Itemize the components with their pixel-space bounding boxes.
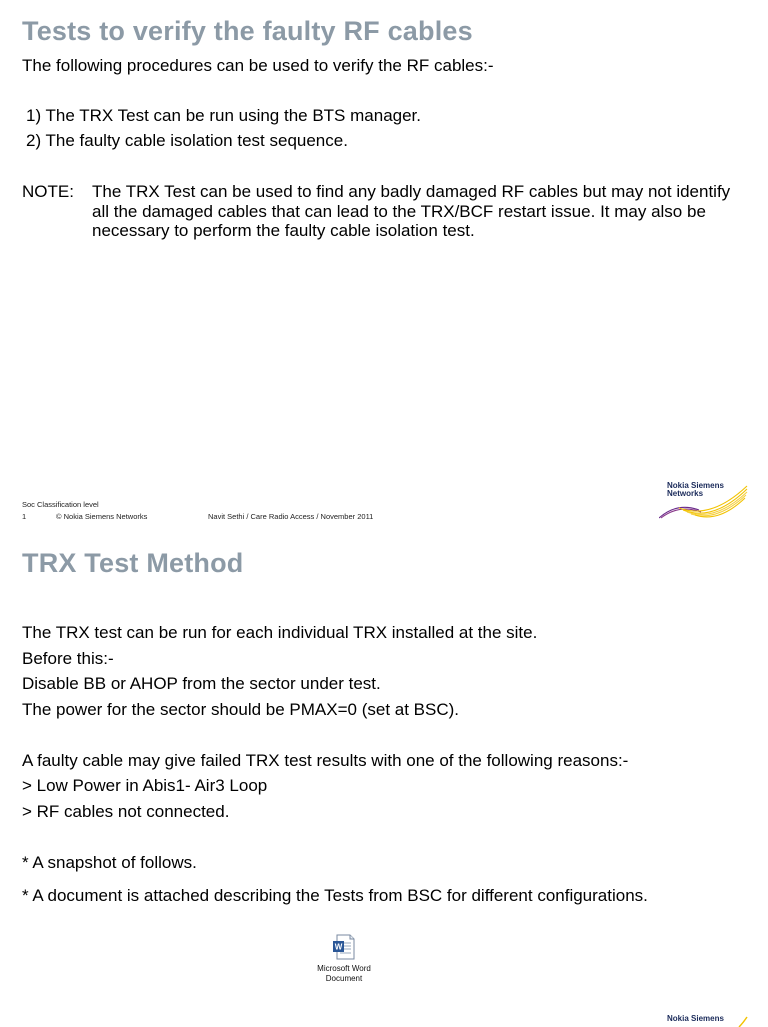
note-label: NOTE: [22, 182, 74, 201]
nokia-siemens-logo-2 [659, 1015, 751, 1027]
procedure-list [26, 105, 421, 155]
slide-1-intro: The following procedures can be used to verify the RF cables:- [22, 56, 494, 75]
slide-1-title: Tests to verify the faulty RF cables [22, 16, 473, 46]
logo-swoosh-icon [659, 482, 751, 522]
attachment-caption-line-2: Document [325, 973, 363, 983]
body-line: > RF cables not connected. [22, 801, 230, 821]
attachment-caption [308, 964, 380, 983]
svg-text:W: W [334, 942, 343, 952]
word-document-attachment[interactable] [308, 934, 380, 983]
logo-swoosh-icon [659, 1015, 751, 1027]
slide-2 [0, 530, 768, 1024]
attachment-caption-line-1: Microsoft Word [317, 964, 371, 973]
body-line: The power for the sector should be PMAX=0 (set at BSC). [22, 699, 460, 719]
body-line: A faulty cable may give failed TRX test results with one of the following reasons:- [22, 750, 629, 770]
body-line: The TRX test can be run for each individual TRX installed at the site. [22, 623, 538, 642]
note-text: The TRX Test can be used to find any badly damaged RF cables but may not identify all the damaged cables that can lead to the TRX/BCF restart issue. It may also be necessary to perform the faulty cable isolation test. [92, 182, 731, 240]
spacer [22, 724, 648, 750]
footer-page-number: 1 [22, 512, 27, 521]
footer-author: Navit Sethi / Care Radio Access / November 2011 [208, 512, 374, 521]
footer-classification: Soc Classification level [22, 500, 99, 509]
nokia-siemens-logo [659, 482, 751, 522]
body-line: Before this:- [22, 648, 114, 668]
logo-line-2: Networks [667, 489, 704, 498]
logo-line-1: Nokia Siemens [667, 481, 724, 490]
bullet-document: * A document is attached describing the Tests from BSC for different configurations. [22, 885, 648, 905]
list-item: 1) The TRX Test can be run using the BTS manager. [26, 106, 422, 125]
body-line: Disable BB or AHOP from the sector under test. [22, 674, 381, 693]
bullet-snapshot: * A snapshot of follows. [22, 852, 197, 872]
footer-copyright: © Nokia Siemens Networks [56, 512, 148, 521]
spacer [22, 826, 648, 852]
slide-2-body [22, 622, 648, 910]
logo-text: Nokia Siemens [667, 1014, 724, 1023]
body-line: > Low Power in Abis1- Air3 Loop [22, 776, 268, 795]
word-document-icon [332, 934, 356, 960]
list-item: 2) The faulty cable isolation test sequence. [26, 131, 348, 150]
slide-2-title: TRX Test Method [22, 548, 244, 578]
